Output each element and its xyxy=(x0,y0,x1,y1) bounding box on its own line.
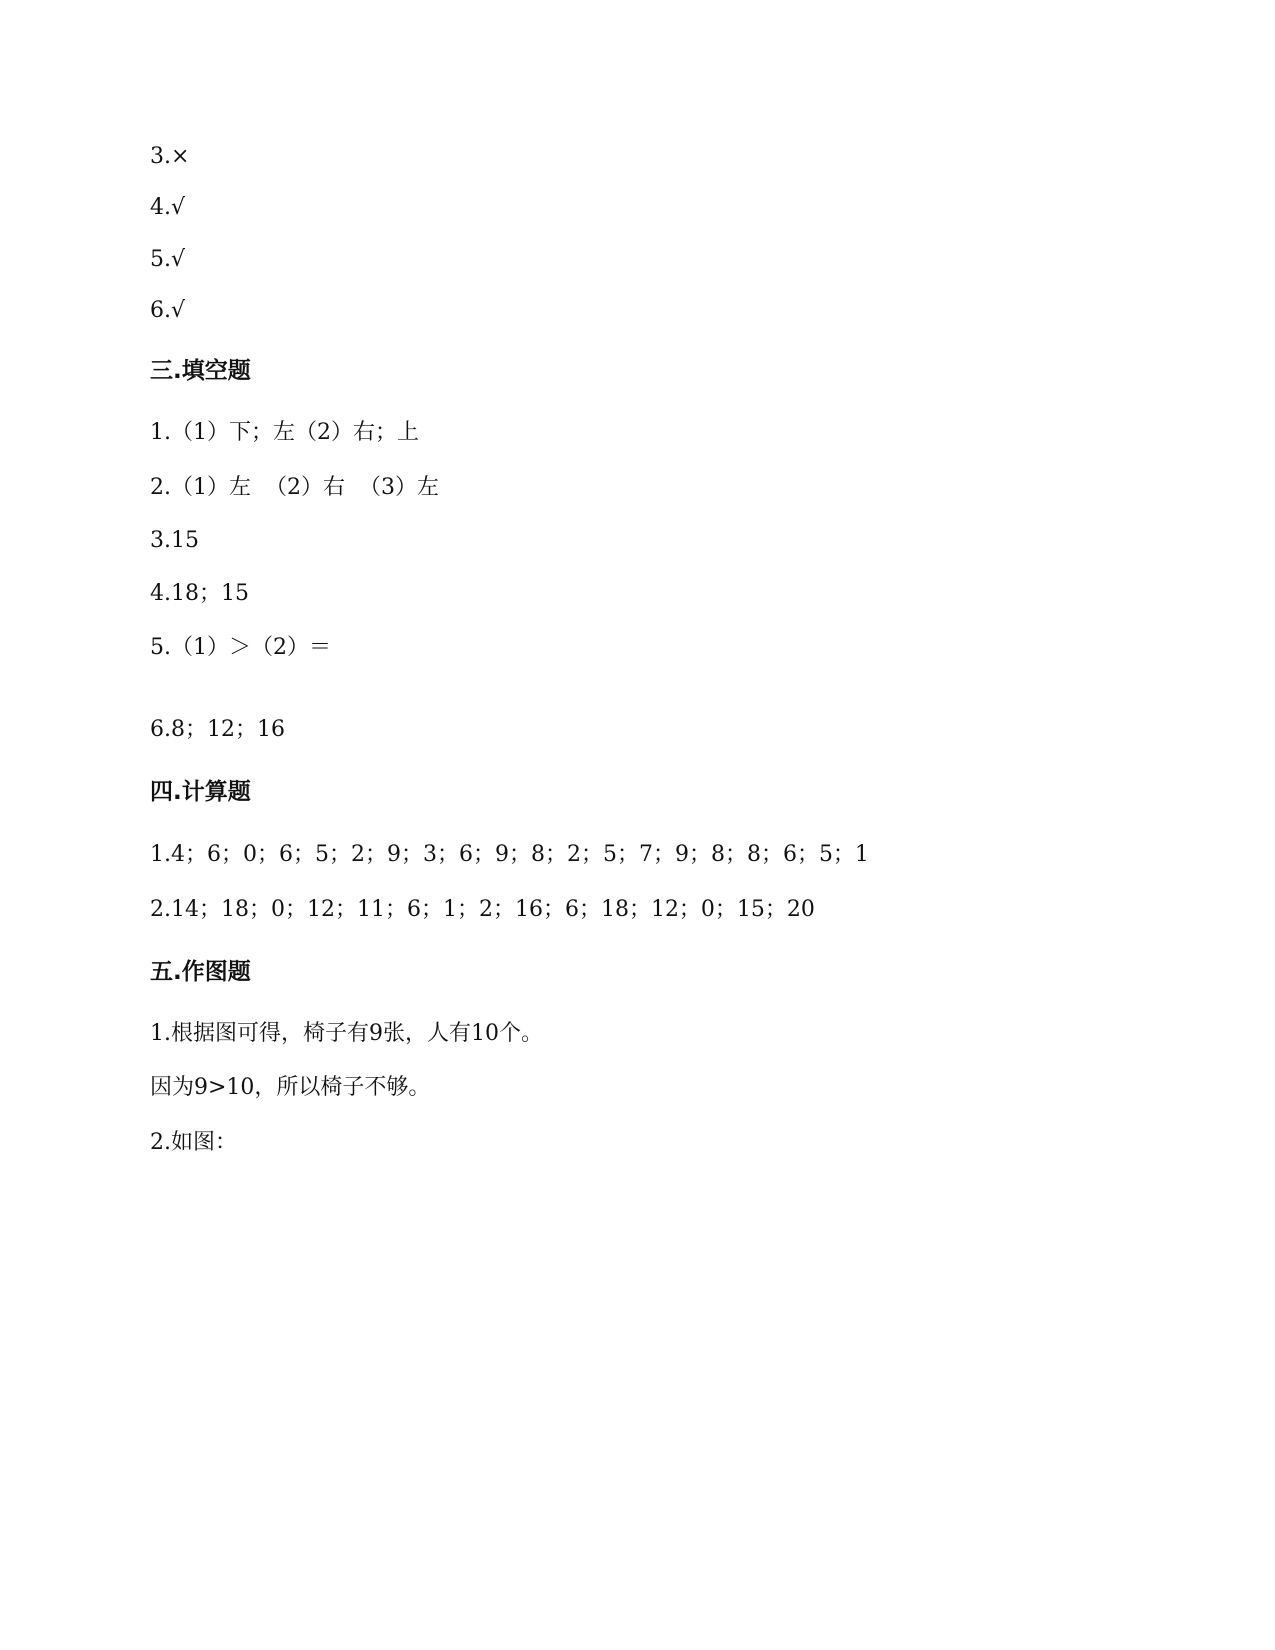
answer-line: 4.18；15 xyxy=(150,581,249,606)
answer-line: 6.√ xyxy=(150,298,186,323)
answer-line: 2.如图： xyxy=(150,1130,237,1155)
answer-line: 3.15 xyxy=(150,528,199,553)
answer-line: 1.根据图可得，椅子有9张，人有10个。 xyxy=(150,1021,543,1046)
answer-line: 4.√ xyxy=(150,195,186,220)
section-heading-calculation: 四.计算题 xyxy=(150,779,251,805)
answer-line: 5.√ xyxy=(150,247,186,272)
answer-line: 1.（1）下；左（2）右；上 xyxy=(150,420,419,445)
answer-line: 1.4；6；0；6；5；2；9；3；6；9；8；2；5；7；9；8；8；6；5；1 xyxy=(150,842,869,867)
section-heading-drawing: 五.作图题 xyxy=(150,959,251,985)
answer-line: 6.8；12；16 xyxy=(150,717,285,742)
section-heading-fill-in: 三.填空题 xyxy=(150,358,251,384)
answer-line: 2.（1）左 （2）右 （3）左 xyxy=(150,475,439,500)
answer-line: 2.14；18；0；12；11；6；1；2；16；6；18；12；0；15；20 xyxy=(150,897,815,922)
answer-line: 3.× xyxy=(150,144,190,169)
answer-line: 因为9>10，所以椅子不够。 xyxy=(150,1075,431,1100)
answer-line: 5.（1）＞（2）＝ xyxy=(150,635,331,660)
